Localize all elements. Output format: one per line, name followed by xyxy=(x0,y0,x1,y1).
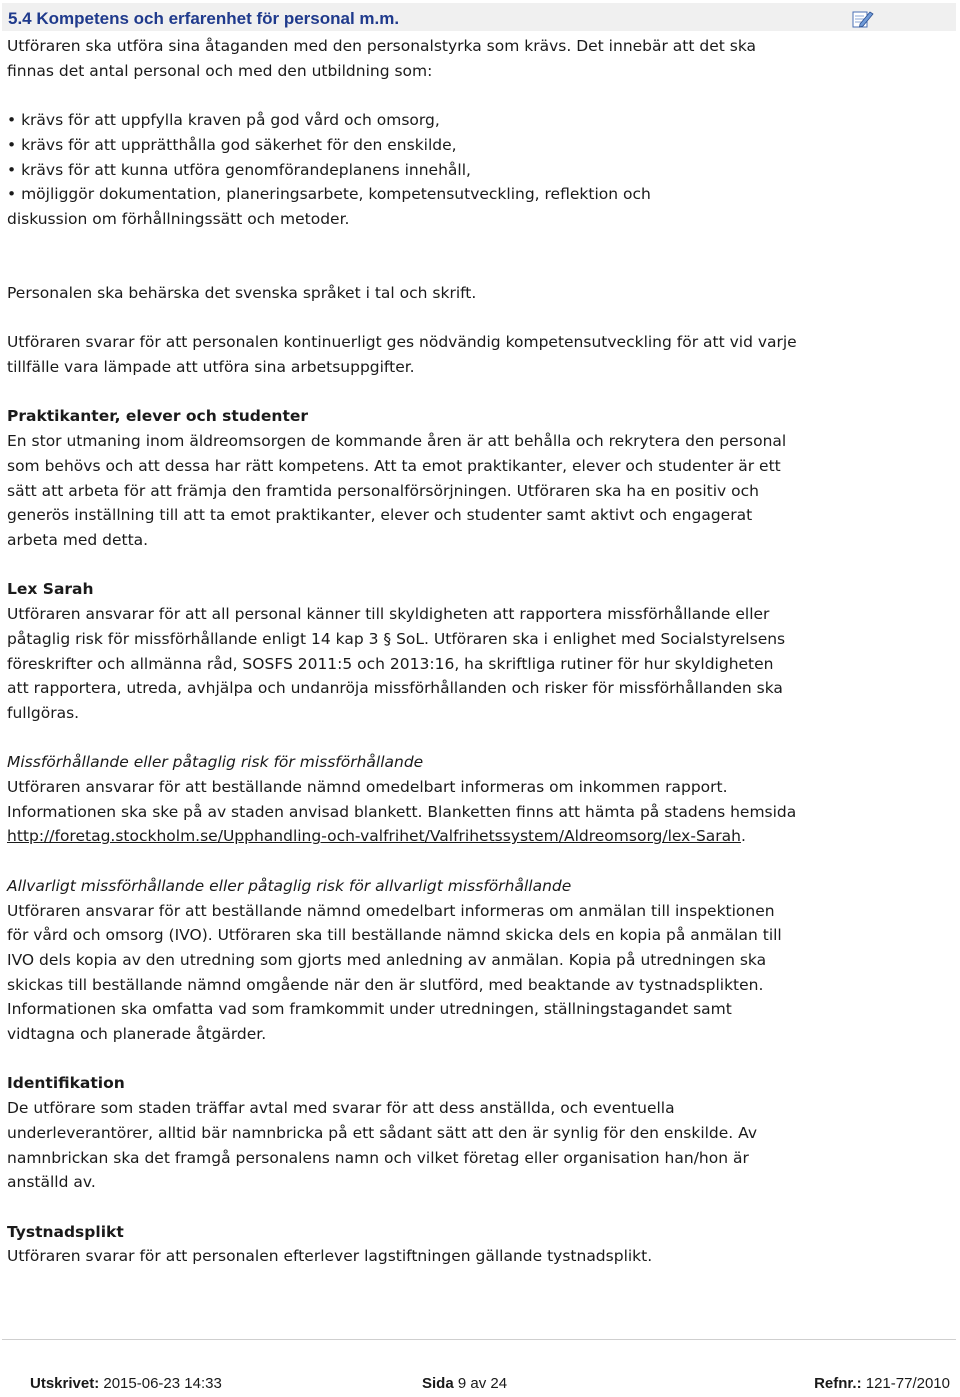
list-item: • krävs för att upprätthålla god säkerhet för den enskilde, xyxy=(7,133,797,158)
lex-sarah-paragraph: Utföraren ansvarar för att all personal känner till skyldigheten att rapportera missförhållande eller påtaglig risk för missförhållande enligt 14 kap 3 § SoL. Utföraren ska i enlighet med Socialstyrelsens föreskrifter och allmänna råd, SOSFS 2011:5 och 2013:16, ha skriftliga rutiner för hur skyldigheten att rapportera, utreda, avhjälpa och undanröja missförhållanden och risker för missförhållanden ska fullgöras. xyxy=(7,605,786,722)
document-body xyxy=(7,34,797,1269)
intro-paragraph: Utföraren ska utföra sina åtaganden med den personalstyrka som krävs. Det innebär att det ska finnas det antal personal och med den utbildning som: xyxy=(7,37,757,80)
ref-label: Refnr.: xyxy=(814,1375,862,1392)
risk-heading: Missförhållande eller påtaglig risk för missförhållande xyxy=(7,753,424,772)
printed-value: 2015-06-23 14:33 xyxy=(103,1375,222,1392)
list-item: • krävs för att kunna utföra genomförandeplanens innehåll, xyxy=(7,158,797,183)
secrecy-heading: Tystnadsplikt xyxy=(7,1222,124,1241)
section-header xyxy=(2,3,956,31)
footer-divider xyxy=(2,1339,956,1340)
list-item: • krävs för att uppfylla kraven på god vård och omsorg, xyxy=(7,108,797,133)
page-number xyxy=(422,1375,507,1392)
page-value: 9 av 24 xyxy=(457,1375,508,1392)
serious-paragraph: Utföraren ansvarar för att beställande nämnd omedelbart informeras om anmälan till inspektionen för vård och omsorg (IVO). Utföraren ska till beställande nämnd skicka dels en kopia på anmälan till IVO dels kopia av den utredning som gjorts med anledning av anmälan. Kopia på utredningen ska skickas till beställande nämnd omgående när den är slutförd, med beaktande av tystnadsplikten. Informationen ska omfatta vad som framkommit under utredningen, ställningstagandet samt vidtagna och planerade åtgärder. xyxy=(7,901,782,1044)
printed-date xyxy=(30,1375,222,1392)
page-label: Sida xyxy=(422,1375,454,1392)
risk-paragraph: Utföraren ansvarar för att beställande nämnd omedelbart informeras om inkommen rapport. Informationen ska ske på av staden anvisad blankett. Blanketten finns att hämta på stadens hemsida xyxy=(7,778,797,821)
interns-heading: Praktikanter, elever och studenter xyxy=(7,407,309,426)
interns-paragraph: En stor utmaning inom äldreomsorgen de kommande åren är att behålla och rekrytera den personal som behövs och att dessa har rätt kompetens. Att ta emot praktikanter, elever och studenter är ett sätt att arbeta för att främja den framtida personalförsörjningen. Utföraren ska ha en positiv och generös inställning till att ta emot praktikanter, elever och studenter samt aktivt och engagerat arbeta med detta. xyxy=(7,432,787,549)
ref-value: 121-77/2010 xyxy=(865,1375,950,1392)
printed-label: Utskrivet: xyxy=(30,1375,100,1392)
serious-heading: Allvarligt missförhållande eller påtaglig risk för allvarligt missförhållande xyxy=(7,876,572,895)
secrecy-paragraph: Utföraren svarar för att personalen efterlever lagstiftningen gällande tystnadsplikt. xyxy=(7,1247,653,1266)
identification-heading: Identifikation xyxy=(7,1074,125,1093)
list-continuation: diskussion om förhållningssätt och metoder. xyxy=(7,209,350,228)
requirements-list xyxy=(7,108,797,207)
competence-paragraph: Utföraren svarar för att personalen kontinuerligt ges nödvändig kompetensutveckling för att vid varje tillfälle vara lämpade att utföra sina arbetsuppgifter. xyxy=(7,333,797,377)
risk-link-line xyxy=(7,824,797,849)
lex-sarah-link[interactable]: http://foretag.stockholm.se/Upphandling-och-valfrihet/Valfrihetssystem/Aldreomsorg/lex-Sarah xyxy=(7,827,741,846)
section-title: 5.4 Kompetens och erfarenhet för personal m.m. xyxy=(8,9,400,28)
link-suffix: . xyxy=(740,827,746,846)
edit-note-icon[interactable] xyxy=(852,9,874,29)
reference-number xyxy=(814,1375,950,1392)
lex-sarah-heading: Lex Sarah xyxy=(7,580,94,599)
list-item: • möjliggör dokumentation, planeringsarbete, kompetensutveckling, reflektion och xyxy=(7,182,797,207)
identification-paragraph: De utförare som staden träffar avtal med svarar för att dess anställda, och eventuella underleverantörer, alltid bär namnbricka på ett sådant sätt att den är synlig för den enskilde. Av namnbrickan ska det framgå personalens namn och vilket företag eller organisation han/hon är anställd av. xyxy=(7,1099,758,1192)
language-paragraph: Personalen ska behärska det svenska språket i tal och skrift. xyxy=(7,284,477,302)
